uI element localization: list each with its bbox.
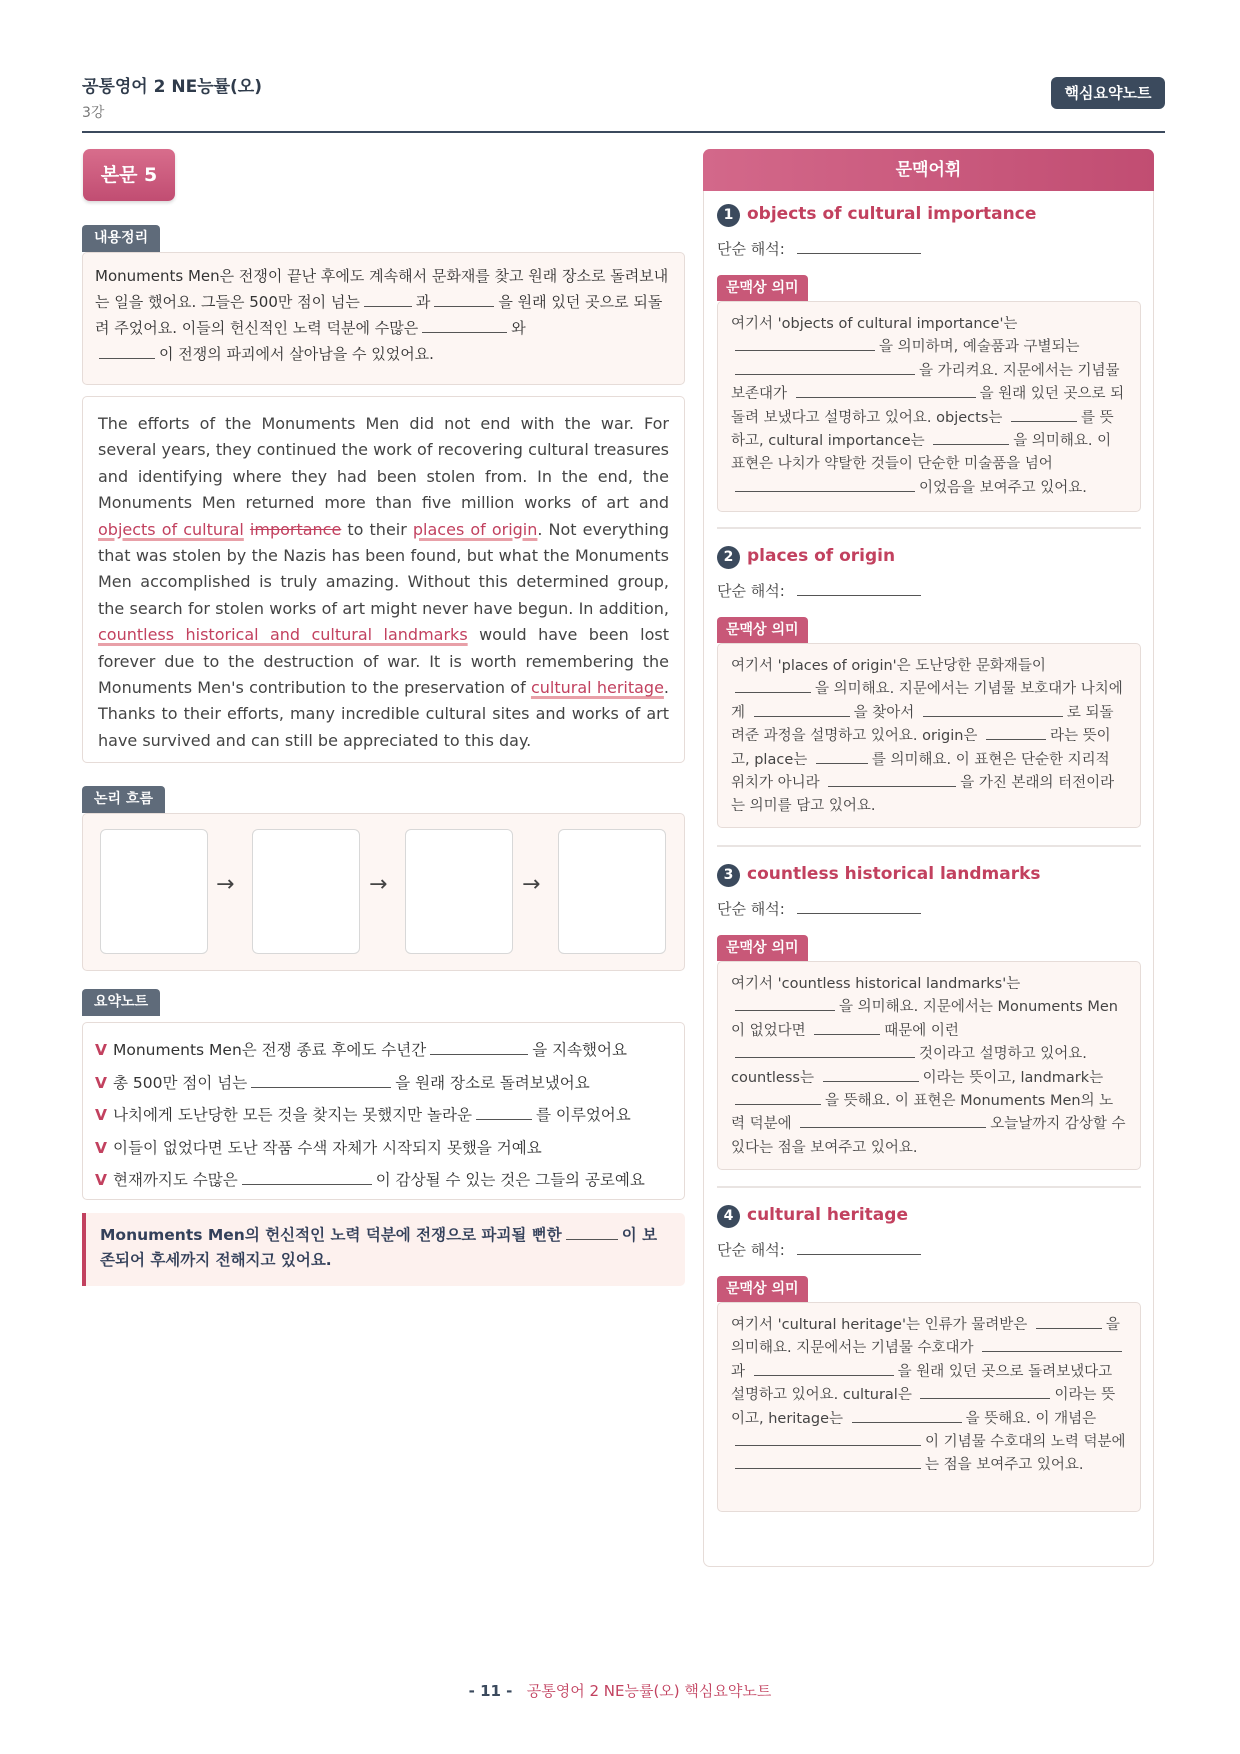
blank[interactable] bbox=[430, 1040, 528, 1056]
blank[interactable] bbox=[242, 1170, 372, 1186]
context-meaning: 여기서 'objects of cultural importance'는 을 의미하며, 예술품과 구별되는 을 가리켜요. 지문에서는 기념물보존대가 을 원래 있던 곳으로 되돌려 보냈다고 설명하고 있어요. objects는 를 뜻하고, cultural importance는 을 의미해요. 이 표현은 나치가 약탈한 것들이 단순한 미술품을 넘어 이었음을 보여주고 있어요. bbox=[717, 301, 1141, 512]
blank[interactable] bbox=[251, 1072, 391, 1088]
highlight-term-4: cultural heritage bbox=[530, 678, 664, 698]
context-meaning: 여기서 'cultural heritage'는 인류가 물려받은 을 의미해요. 지문에서는 기념물 수호대가 과 을 원래 있던 곳으로 돌려보냈다고 설명하고 있어요. cultural은 이라는 뜻이고, heritage는 을 뜻해요. 이 개념은 이 기념물 수호대의 노력 덕분에 는 점을 보여주고 있어요. bbox=[717, 1302, 1141, 1512]
blank[interactable] bbox=[735, 679, 811, 694]
lesson-number: 3강 bbox=[82, 105, 105, 121]
blank[interactable] bbox=[797, 239, 921, 254]
blank[interactable] bbox=[754, 702, 850, 717]
highlight-term-2: places of origin bbox=[412, 519, 538, 539]
highlight-term-3: countless historical and cultural landmarks bbox=[98, 625, 468, 645]
arrow-icon: → bbox=[522, 872, 541, 897]
blank[interactable] bbox=[797, 1240, 921, 1255]
note-item: V 현재까지도 수많은 이 감상될 수 있는 것은 그들의 공로예요 bbox=[95, 1171, 645, 1189]
blank[interactable] bbox=[1011, 407, 1077, 422]
header-divider bbox=[82, 131, 1165, 133]
blank[interactable] bbox=[476, 1105, 532, 1121]
blank[interactable] bbox=[735, 1044, 915, 1059]
vocab-term: countless historical landmarks bbox=[747, 864, 1041, 884]
blank[interactable] bbox=[99, 344, 155, 359]
page-footer bbox=[0, 1680, 1240, 1701]
blank[interactable] bbox=[735, 1455, 921, 1470]
flow-box-4[interactable] bbox=[558, 829, 666, 954]
blank[interactable] bbox=[797, 899, 921, 914]
summary-label: 내용정리 bbox=[82, 225, 160, 252]
context-tag: 문맥상 의미 bbox=[717, 935, 808, 961]
highlight-term-1b: importance bbox=[249, 519, 342, 539]
conclusion-box: Monuments Men의 헌신적인 노력 덕분에 전쟁으로 파괴될 뻔한 이 보존되어 후세까지 전해지고 있어요. bbox=[82, 1213, 685, 1286]
summary-panel: Monuments Men은 전쟁이 끝난 후에도 계속해서 문화재를 찾고 원래 장소로 돌려보내는 일을 했어요. 그들은 500만 점이 넘는 과 을 원래 있던 곳으로 되돌려 주었어요. 이들의 헌신적인 노력 덕분에 수많은 와 이 전쟁의 파괴에서 살아남을 수 있었어요. bbox=[82, 252, 685, 385]
arrow-icon: → bbox=[216, 872, 235, 897]
translation-line: 단순 해석: bbox=[717, 898, 925, 919]
context-meaning: 여기서 'places of origin'은 도난당한 문화재들이 을 의미해요. 지문에서는 기념물 보호대가 나치에게 을 찾아서 로 되돌려준 과정을 설명하고 있어요. origin은 라는 뜻이고, place는 를 의미해요. 이 표현은 단순한 지리적 위치가 아니라 을 가진 본래의 터전이라는 의미를 담고 있어요. bbox=[717, 643, 1141, 828]
arrow-icon: → bbox=[369, 872, 388, 897]
translation-line: 단순 해석: bbox=[717, 1239, 925, 1260]
vocab-term: cultural heritage bbox=[747, 1205, 908, 1225]
blank[interactable] bbox=[796, 384, 976, 399]
vocab-heading: 문맥어휘 bbox=[703, 149, 1154, 191]
highlight-term-1: objects of cultural bbox=[98, 519, 244, 539]
translation-line: 단순 해석: bbox=[717, 238, 925, 259]
blank[interactable] bbox=[823, 1067, 919, 1082]
blank[interactable] bbox=[735, 1432, 921, 1447]
summary-notes-list bbox=[82, 1022, 685, 1200]
vocab-number: 4 bbox=[717, 1205, 740, 1228]
note-item: V 이들이 없었다면 도난 작품 수색 자체가 시작되지 못했을 거예요 bbox=[95, 1138, 542, 1157]
blank[interactable] bbox=[735, 477, 915, 492]
flow-box-2[interactable] bbox=[252, 829, 360, 954]
blank[interactable] bbox=[816, 749, 868, 764]
vocab-term: places of origin bbox=[747, 546, 896, 566]
blank[interactable] bbox=[735, 360, 915, 375]
footer-title: 공통영어 2 NE능률(오) 핵심요약노트 bbox=[526, 1682, 772, 1700]
blank[interactable] bbox=[364, 292, 412, 307]
passage-text: The efforts of the Monuments Men did not end with the war. For several years, they continued the work of recovering cultural treasures and identifying where they had been stolen from. In the end, the Monuments Men returned more than five million works of art and objects of cultural importance to their places of origin. Not everything that was stolen by the Nazis has been found, but what the Monuments Men accomplished is truly amazing. Without this determined group, the search for stolen works of art might never have begun. In addition, countless historical and cultural landmarks would have been lost forever due to the destruction of war. It is worth remembering the Monuments Men's contribution to the preservation of cultural heritage. Thanks to their efforts, many incredible cultural sites and works of art have survived and can still be appreciated to this day. bbox=[82, 396, 685, 763]
vocab-term: objects of cultural importance bbox=[747, 204, 1037, 224]
flow-label: 논리 흐름 bbox=[82, 786, 165, 813]
blank[interactable] bbox=[814, 1020, 880, 1035]
divider bbox=[717, 1186, 1141, 1188]
blank[interactable] bbox=[434, 292, 494, 307]
blank[interactable] bbox=[982, 1338, 1122, 1353]
blank[interactable] bbox=[422, 318, 507, 333]
context-tag: 문맥상 의미 bbox=[717, 1276, 808, 1302]
blank[interactable] bbox=[735, 997, 835, 1012]
note-item: V Monuments Men은 전쟁 종료 후에도 수년간 을 지속했어요 bbox=[95, 1041, 627, 1059]
page-number: - 11 - bbox=[468, 1682, 513, 1700]
blank[interactable] bbox=[923, 702, 1063, 717]
flow-box-1[interactable] bbox=[100, 829, 208, 954]
note-badge: 핵심요약노트 bbox=[1051, 77, 1165, 109]
blank[interactable] bbox=[800, 1114, 986, 1129]
blank[interactable] bbox=[852, 1408, 962, 1423]
logic-flow-panel bbox=[82, 813, 685, 971]
divider bbox=[717, 845, 1141, 847]
divider bbox=[717, 527, 1141, 529]
blank[interactable] bbox=[735, 1091, 821, 1106]
blank[interactable] bbox=[920, 1385, 1050, 1400]
blank[interactable] bbox=[933, 431, 1009, 446]
vocab-number: 3 bbox=[717, 864, 740, 887]
vocab-number: 1 bbox=[717, 204, 740, 227]
context-tag: 문맥상 의미 bbox=[717, 617, 808, 643]
blank[interactable] bbox=[735, 337, 875, 352]
blank[interactable] bbox=[1036, 1315, 1102, 1330]
blank[interactable] bbox=[986, 726, 1046, 741]
notes-label: 요약노트 bbox=[82, 989, 160, 1016]
vocab-number: 2 bbox=[717, 546, 740, 569]
blank[interactable] bbox=[828, 773, 956, 788]
doc-title: 공통영어 2 NE능률(오) bbox=[82, 77, 262, 97]
flow-box-3[interactable] bbox=[405, 829, 513, 954]
blank[interactable] bbox=[754, 1361, 894, 1376]
blank[interactable] bbox=[797, 581, 921, 596]
blank[interactable] bbox=[566, 1225, 618, 1241]
note-item: V 총 500만 점이 넘는 을 원래 장소로 돌려보냈어요 bbox=[95, 1073, 590, 1092]
section-tag: 본문 5 bbox=[83, 149, 175, 201]
translation-line: 단순 해석: bbox=[717, 580, 925, 601]
context-meaning: 여기서 'countless historical landmarks'는 을 의미해요. 지문에서는 Monuments Men이 없었다면 때문에 이런 것이라고 설명하고 있어요. countless는 이라는 뜻이고, landmark는 을 뜻해요. 이 표현은 Monuments Men의 노력 덕분에 오늘날까지 감상할 수 있다는 점을 보여주고 있어요. bbox=[717, 961, 1141, 1170]
note-item: V 나치에게 도난당한 모든 것을 찾지는 못했지만 놀라운 를 이루었어요 bbox=[95, 1106, 631, 1124]
context-tag: 문맥상 의미 bbox=[717, 275, 808, 301]
